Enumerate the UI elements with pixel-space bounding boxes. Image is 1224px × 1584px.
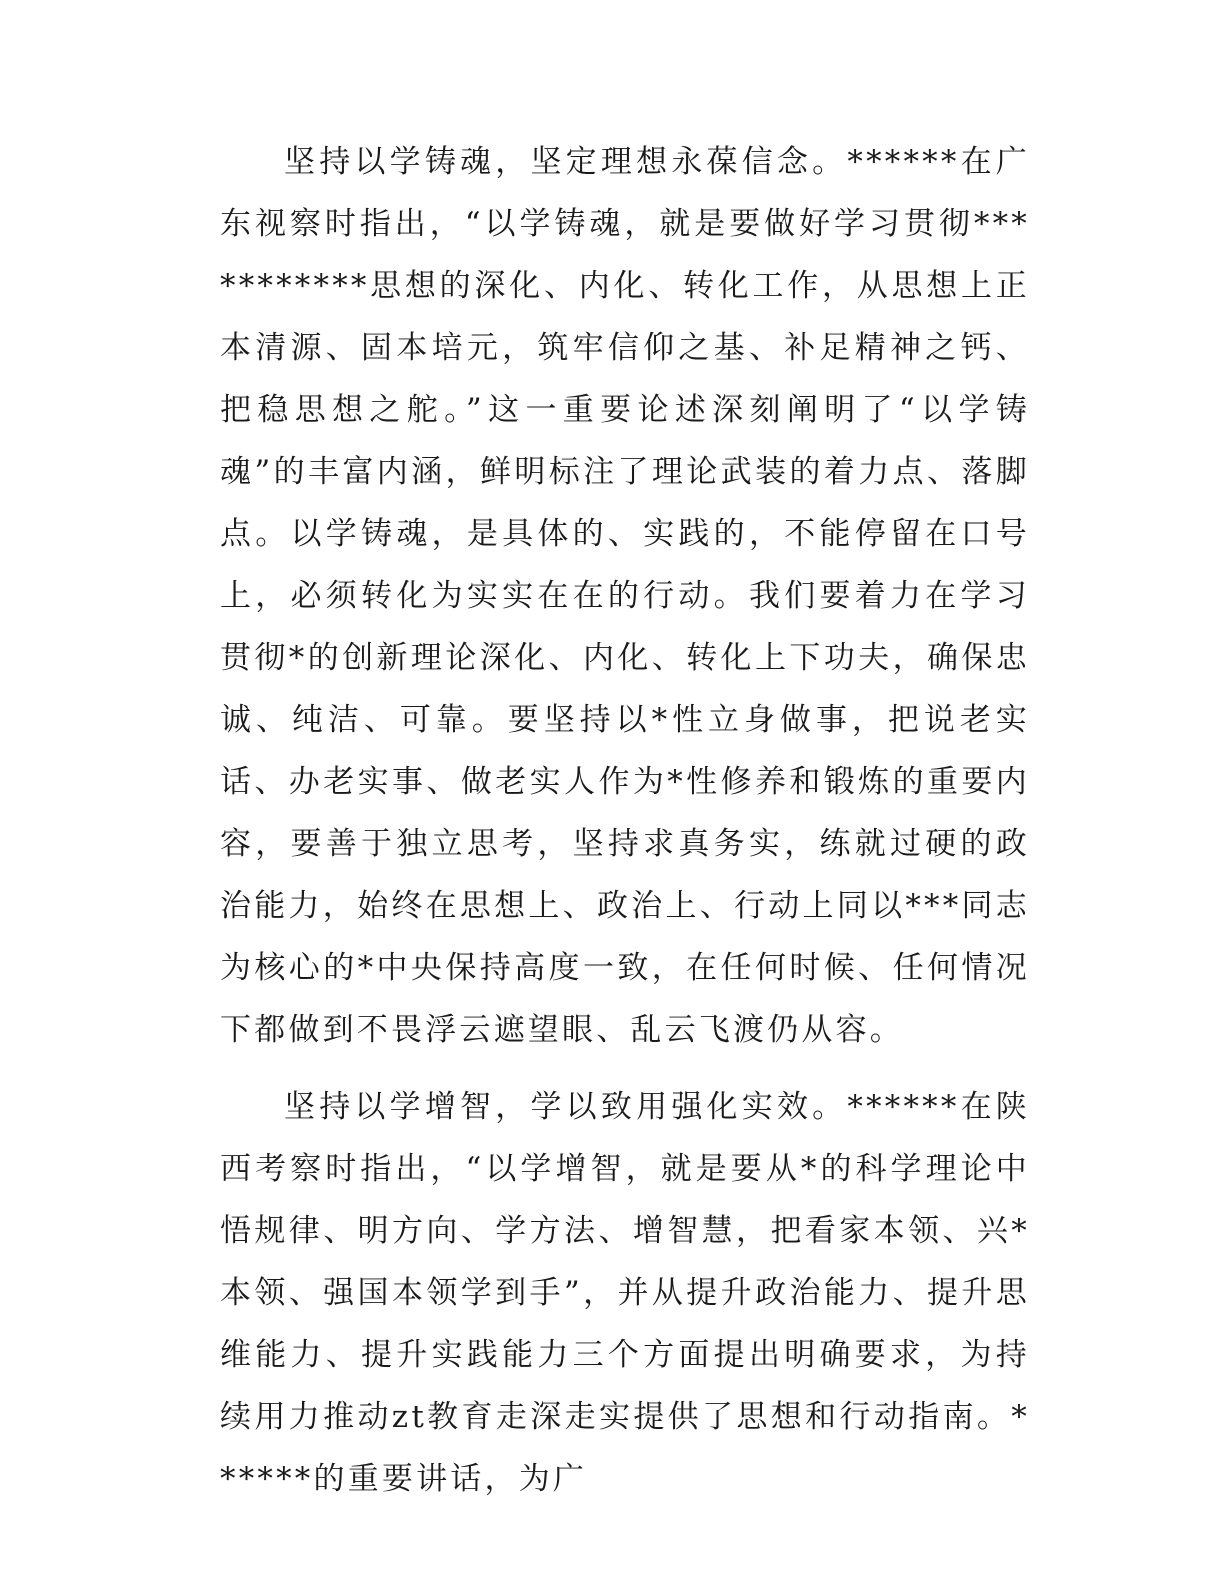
document-body [220,131,1030,1510]
paragraph-study-wisdom: 坚持以学增智，学以致用强化实效。******在陕西考察时指出，“以学增智，就是要从*的科学理论中悟规律、明方向、学方法、增智慧，把看家本领、兴*本领、强国本领学到手”，并从提升政治能力、提升思维能力、提升实践能力三个方面提出明确要求，为持续用力推动zt教育走深走实提供了思想和行动指南。******的重要讲话，为广 [220,1089,1030,1497]
paragraph-study-soul: 坚持以学铸魂，坚定理想永葆信念。******在广东视察时指出，“以学铸魂，就是要做好学习贯彻***********思想的深化、内化、转化工作，从思想上正本清源、固本培元，筑牢信仰之基、补足精神之钙、把稳思想之舵。”这一重要论述深刻阐明了“以学铸魂”的丰富内涵，鲜明标注了理论武装的着力点、落脚点。以学铸魂，是具体的、实践的，不能停留在口号上，必须转化为实实在在的行动。我们要着力在学习贯彻*的创新理论深化、内化、转化上下功夫，确保忠诚、纯洁、可靠。要坚持以*性立身做事，把说老实话、办老实事、做老实人作为*性修养和锻炼的重要内容，要善于独立思考，坚持求真务实，练就过硬的政治能力，始终在思想上、政治上、行动上同以***同志为核心的*中央保持高度一致，在任何时候、任何情况下都做到不畏浮云遮望眼、乱云飞渡仍从容。 [220,144,1030,1048]
